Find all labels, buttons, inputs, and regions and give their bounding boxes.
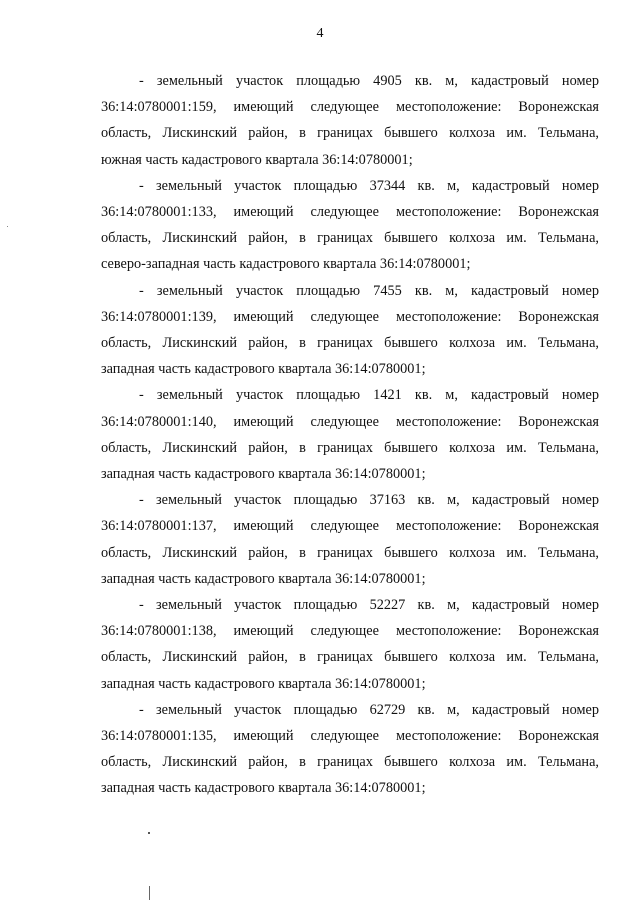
- text-line: северо-западная часть кадастрового квартала 36:14:0780001;: [101, 256, 471, 273]
- margin-speck: [7, 226, 8, 227]
- text-line: 36:14:0780001:139, имеющий следующее местоположение: Воронежская: [101, 308, 599, 325]
- text-line: западная часть кадастрового квартала 36:14:0780001;: [101, 780, 426, 797]
- text-line: - земельный участок площадью 37163 кв. м, кадастровый номер: [139, 492, 599, 509]
- text-line: область, Лискинский район, в границах бывшего колхоза им. Тельмана,: [101, 754, 599, 771]
- text-line: область, Лискинский район, в границах бывшего колхоза им. Тельмана,: [101, 544, 599, 561]
- text-line: область, Лискинский район, в границах бывшего колхоза им. Тельмана,: [101, 439, 599, 456]
- text-line: - земельный участок площадью 62729 кв. м, кадастровый номер: [139, 701, 599, 718]
- text-line: - земельный участок площадью 52227 кв. м, кадастровый номер: [139, 597, 599, 614]
- text-line: западная часть кадастрового квартала 36:14:0780001;: [101, 675, 426, 692]
- land-plot-paragraph: [101, 382, 599, 487]
- text-line: 36:14:0780001:135, имеющий следующее местоположение: Воронежская: [101, 728, 599, 745]
- land-plot-paragraph: [101, 68, 599, 173]
- land-plot-paragraph: [101, 487, 599, 592]
- text-line: южная часть кадастрового квартала 36:14:0780001;: [101, 151, 413, 168]
- scan-mark: [149, 886, 150, 900]
- text-line: 36:14:0780001:159, имеющий следующее местоположение: Воронежская: [101, 99, 599, 116]
- text-line: область, Лискинский район, в границах бывшего колхоза им. Тельмана,: [101, 335, 599, 352]
- text-line: 36:14:0780001:133, имеющий следующее местоположение: Воронежская: [101, 204, 599, 221]
- text-line: - земельный участок площадью 7455 кв. м, кадастровый номер: [139, 282, 599, 299]
- text-line: - земельный участок площадью 37344 кв. м, кадастровый номер: [139, 177, 599, 194]
- text-line: область, Лискинский район, в границах бывшего колхоза им. Тельмана,: [101, 125, 599, 142]
- text-line: западная часть кадастрового квартала 36:14:0780001;: [101, 466, 426, 483]
- page-number: 4: [316, 26, 324, 41]
- land-plot-paragraph: [101, 278, 599, 383]
- land-plot-paragraph: [101, 173, 599, 278]
- text-line: 36:14:0780001:138, имеющий следующее местоположение: Воронежская: [101, 623, 599, 640]
- text-line: область, Лискинский район, в границах бывшего колхоза им. Тельмана,: [101, 230, 599, 247]
- document-body: [101, 68, 599, 802]
- text-line: западная часть кадастрового квартала 36:14:0780001;: [101, 361, 426, 378]
- land-plot-paragraph: [101, 697, 599, 802]
- text-line: - земельный участок площадью 1421 кв. м, кадастровый номер: [139, 387, 599, 404]
- text-line: область, Лискинский район, в границах бывшего колхоза им. Тельмана,: [101, 649, 599, 666]
- text-line: 36:14:0780001:140, имеющий следующее местоположение: Воронежская: [101, 413, 599, 430]
- text-line: 36:14:0780001:137, имеющий следующее местоположение: Воронежская: [101, 518, 599, 535]
- land-plot-paragraph: [101, 592, 599, 697]
- scan-speck: [148, 832, 150, 834]
- text-line: западная часть кадастрового квартала 36:14:0780001;: [101, 570, 426, 587]
- text-line: - земельный участок площадью 4905 кв. м, кадастровый номер: [139, 73, 599, 89]
